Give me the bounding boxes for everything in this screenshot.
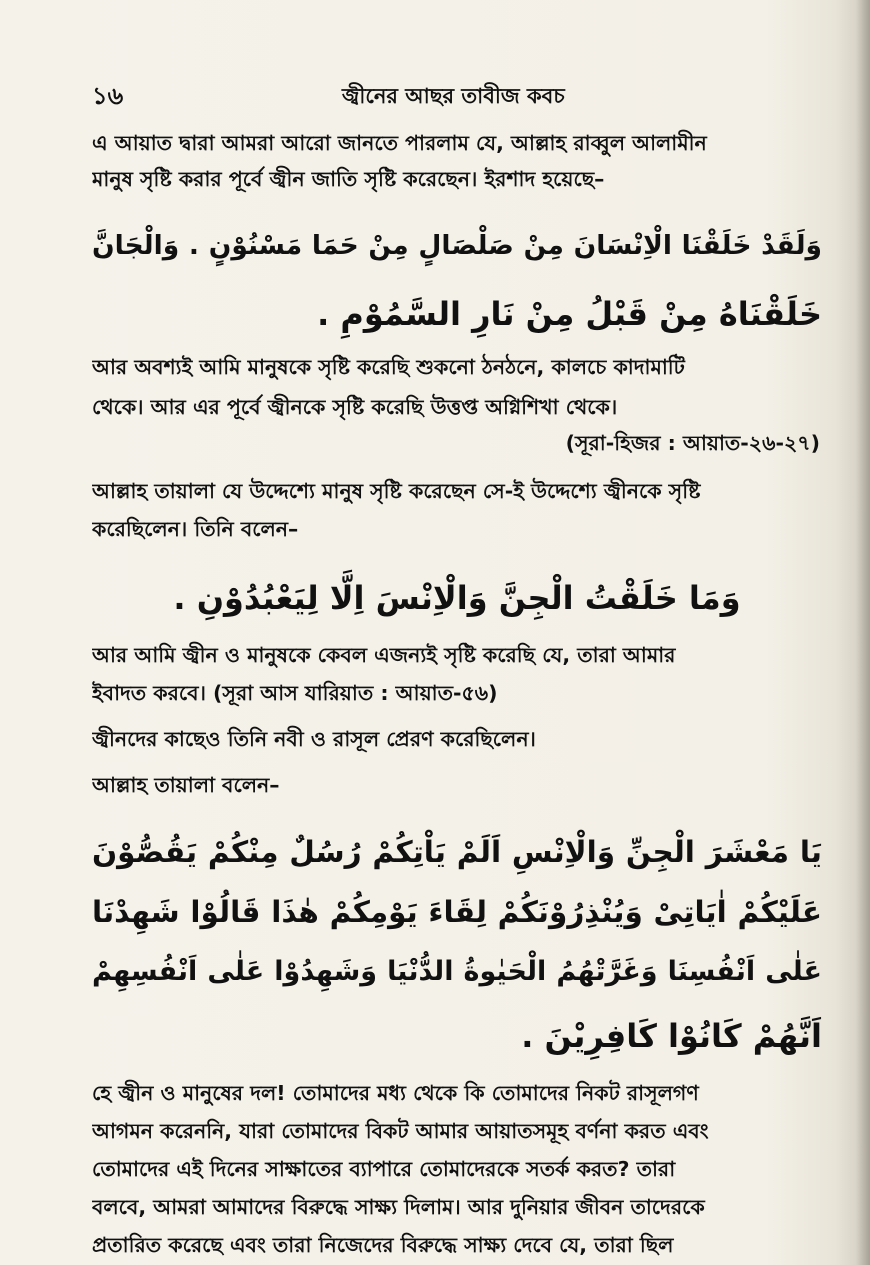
running-title: জ্বীনের আছর তাবীজ কবচ	[342, 84, 565, 108]
arabic-verse-3-line-3: عَلٰى اَنْفُسِنَا وَغَرَّتْهُمُ الْحَيٰوةُ الدُّنْيَا وَشَهِدُوْا عَلٰى اَنْفُسِهِمْ	[92, 956, 822, 987]
paragraph-4-line-3: জ্বীনদের কাছেও তিনি নবী ও রাসূল প্রেরণ করেছিলেন।	[92, 727, 536, 751]
paragraph-3-line-1: আল্লাহ তায়ালা যে উদ্দেশ্যে মানুষ সৃষ্টি করেছেন সে-ই উদ্দেশ্যে জ্বীনকে সৃষ্টি	[92, 479, 701, 503]
arabic-verse-1-line-2: خَلَقْنَاهُ مِنْ قَبْلُ مِنْ نَارِ السَّمُوْمِ .	[317, 295, 822, 333]
arabic-verse-1-line-1: وَلَقَدْ خَلَقْنَا الْاِنْسَانَ مِنْ صَلْصَالٍ مِنْ حَمَا مَسْنُوْنٍ . وَالْجَانَّ	[92, 230, 822, 261]
surah-reference-1: (সূরা-হিজর : আয়াত-২৬-২৭)	[565, 431, 820, 455]
paragraph-5-line-4: বলবে, আমরা আমাদের বিরুদ্ধে সাক্ষ্য দিলাম। আর দুনিয়ার জীবন তাদেরকে	[92, 1195, 705, 1219]
paragraph-3-line-2: করেছিলেন। তিনি বলেন–	[92, 517, 299, 541]
page-number: ১৬	[92, 82, 124, 110]
paragraph-1-line-2: মানুষ সৃষ্টি করার পূর্বে জ্বীন জাতি সৃষ্টি করেছেন। ইরশাদ হয়েছে–	[92, 167, 605, 191]
paragraph-2-line-2: থেকে। আর এর পূর্বে জ্বীনকে সৃষ্টি করেছি উত্তপ্ত অগ্নিশিখা থেকে।	[92, 395, 618, 419]
paragraph-2-line-1: আর অবশ্যই আমি মানুষকে সৃষ্টি করেছি শুকনো ঠনঠনে, কালচে কাদামাটি	[92, 355, 685, 379]
paragraph-1-line-1: এ আয়াত দ্বারা আমরা আরো জানতে পারলাম যে, আল্লাহ রাব্বুল আলামীন	[92, 131, 707, 155]
arabic-verse-3-line-2: عَلَيْكُمْ اٰيَاتِىْ وَيُنْذِرُوْنَكُمْ لِقَاءَ يَوْمِكُمْ هٰذَا قَالُوْا شَهِدْنَا	[92, 895, 822, 929]
arabic-verse-2: وَمَا خَلَقْتُ الْجِنَّ وَالْاِنْسَ اِلَّا لِيَعْبُدُوْنِ .	[173, 579, 741, 617]
paragraph-5-line-1: হে জ্বীন ও মানুষের দল! তোমাদের মধ্য থেকে কি তোমাদের নিকট রাসূলগণ	[92, 1081, 699, 1105]
paragraph-5-line-3: তোমাদের এই দিনের সাক্ষাতের ব্যাপারে তোমাদেরকে সতর্ক করত? তারা	[92, 1157, 676, 1181]
paragraph-4-line-2: ইবাদত করবে। (সূরা আস যারিয়াত : আয়াত-৫৬)	[92, 681, 498, 705]
page-header	[92, 78, 822, 114]
paragraph-4-line-1: আর আমি জ্বীন ও মানুষকে কেবল এজন্যই সৃষ্টি করেছি যে, তারা আমার	[92, 643, 676, 667]
paragraph-5-line-2: আগমন করেননি, যারা তোমাদের বিকট আমার আয়াতসমূহ বর্ণনা করত এবং	[92, 1119, 709, 1143]
paragraph-5-line-5: প্রতারিত করেছে এবং তারা নিজেদের বিরুদ্ধে সাক্ষ্য দেবে যে, তারা ছিল	[92, 1233, 674, 1257]
page-edge-shadow	[856, 0, 870, 1265]
arabic-verse-3-line-4: اَنَّهُمْ كَانُوْا كَافِرِيْنَ .	[521, 1017, 822, 1055]
arabic-verse-3-line-1: يَا مَعْشَرَ الْجِنِّ وَالْاِنْسِ اَلَمْ يَاْتِكُمْ رُسُلٌ مِنْكُمْ يَقُصُّوْنَ	[92, 835, 822, 869]
paragraph-4-line-4: আল্লাহ তায়ালা বলেন–	[92, 773, 280, 797]
